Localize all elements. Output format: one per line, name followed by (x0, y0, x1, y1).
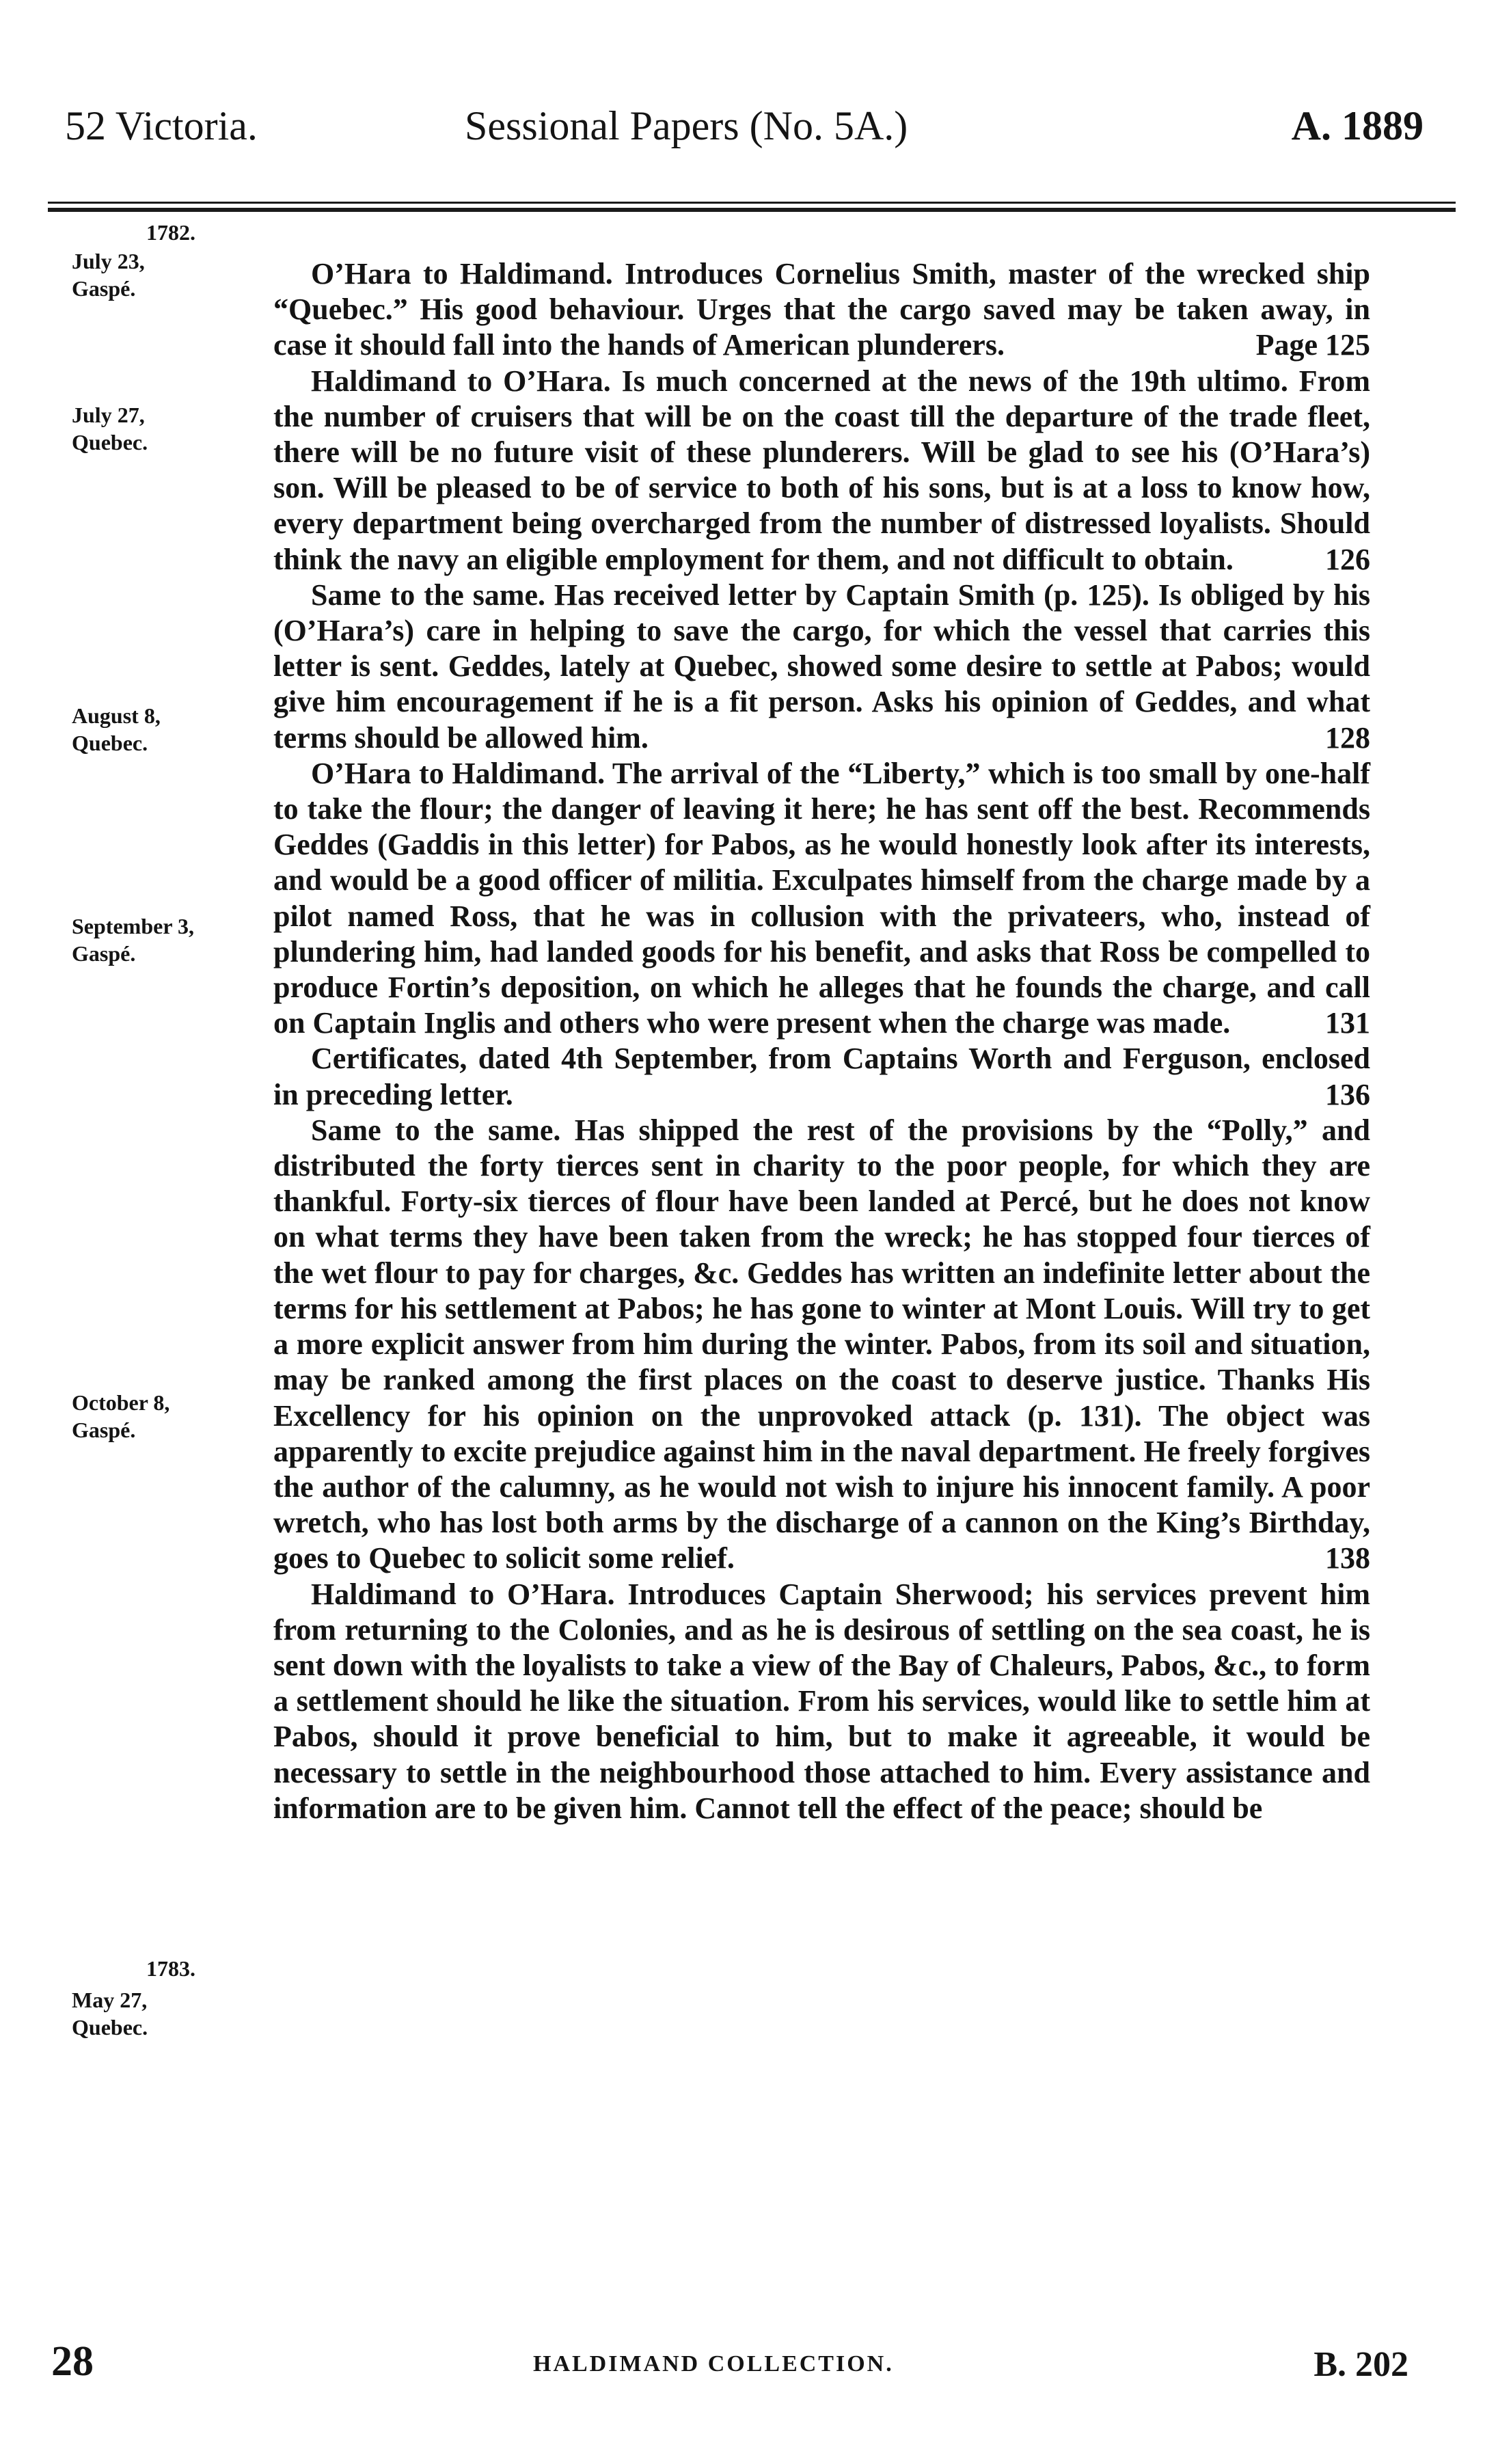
entry-same-oct8 (273, 1113, 1370, 1577)
entry-certificates (273, 1041, 1370, 1112)
header-rule-thin (48, 202, 1456, 204)
header-session: 52 Victoria. (65, 103, 258, 148)
page-reference: Page 125 (1255, 328, 1370, 362)
header-year: A. 1889 (1291, 103, 1424, 148)
footer-collection-title: HALDIMAND COLLECTION. (533, 2351, 894, 2377)
margin-date-october-8: October 8, Gaspé. (72, 1390, 170, 1442)
margin-date-september-3: September 3, Gaspé. (72, 914, 194, 966)
margin-date-july-27: July 27, Quebec. (72, 403, 148, 455)
page-reference: 126 (1325, 542, 1370, 576)
entry-text: Same to the same. Has received letter by Captain Smith (p. 125). Is obliged by his (O’Hara’s) care in helping to save the cargo, for which the vessel that carries this letter is sent. Geddes, lately at Quebec, showed some desire to settle at Pabos; would give him encouragement if he is a fit person. Asks his opinion of Geddes, and what terms should be allowed him. (273, 578, 1370, 755)
page-reference: 131 (1325, 1006, 1370, 1040)
entry-haldimand-may27 (273, 1577, 1370, 1826)
entry-text: O’Hara to Haldimand. The arrival of the “Liberty,” which is too small by one-half to take the flour; the danger of leaving it here; he has sent off the best. Recommends Geddes (Gaddis in this letter) for Pabos, as he would honestly look after its interests, and would be a good officer of militia. Exculpates himself from the charge made by a pilot named Ross, that he was in collusion with the privateers, who, instead of plundering him, had landed goods for his benefit, and asks that Ross be compelled to produce Fortin’s deposition, on which he alleges that he founds the charge, and call on Captain Inglis and others who were present when the charge was made. (273, 756, 1370, 1040)
page-footer (0, 2338, 1511, 2392)
footer-page-number: 28 (51, 2338, 94, 2385)
page-reference: 136 (1325, 1077, 1370, 1111)
calendar-entries (273, 256, 1370, 1826)
page-header (0, 103, 1511, 164)
margin-year-1783: 1783. (146, 1956, 195, 1981)
page-reference: 138 (1325, 1541, 1370, 1575)
entry-haldimand-jul27 (273, 364, 1370, 578)
entry-same-aug8 (273, 578, 1370, 756)
entry-ohara-jul23 (273, 256, 1370, 364)
margin-date-august-8: August 8, Quebec. (72, 703, 161, 755)
entry-text: Haldimand to O’Hara. Introduces Captain Sherwood; his services prevent him from returning to the Colonies, and as he is desirous of settling on the sea coast, he is sent down with the loyalists to take a view of the Bay of Chaleurs, Pabos, &c., to form a settlement should he like the situation. From his services, would like to settle him at Pabos, should it prove beneficial to him, but to make it agreeable, it would be necessary to settle in the neighbourhood those attached to him. Every assistance and information are to be given him. Cannot tell the effect of the peace; should be (273, 1577, 1370, 1825)
header-title: Sessional Papers (No. 5A.) (465, 103, 908, 148)
entry-text: O’Hara to Haldimand. Introduces Cornelius Smith, master of the wrecked ship “Quebec.” His good behaviour. Urges that the cargo saved may be taken away, in case it should fall into the hands of American plunderers. (273, 257, 1370, 362)
entry-text: Same to the same. Has shipped the rest of the provisions by the “Polly,” and distributed the forty tierces sent in charity to the poor people, for which they are thankful. Forty-six tierces of flour have been landed at Percé, but he does not know on what terms they have been taken from the wreck; he has stopped four tierces of the wet flour to pay for charges, &c. Geddes has written an indefinite letter about the terms for his settlement at Pabos; he has gone to winter at Mont Louis. Will try to get a more explicit answer from him during the winter. Pabos, from its soil and situation, may be ranked among the first places on the coast to deserve justice. Thanks His Excellency for his opinion on the unprovoked attack (p. 131). The object was apparently to excite prejudice against him in the naval department. He freely forgives the author of the calumny, as he would not wish to injure his innocent family. A poor wretch, who has lost both arms by the discharge of a cannon on the King’s Birthday, goes to Quebec to solicit some relief. (273, 1113, 1370, 1575)
entry-text: Haldimand to O’Hara. Is much concerned at the news of the 19th ultimo. From the number of cruisers that will be on the coast till the departure of the trade fleet, there will be no future visit of these plunderers. Will be glad to see his (O’Hara’s) son. Will be pleased to be of service to both of his sons, but is at a loss to know how, every department being overcharged from the number of distressed loyalists. Should think the navy an eligible employment for them, and not difficult to obtain. (273, 364, 1370, 576)
margin-date-july-23: July 23, Gaspé. (72, 249, 145, 301)
page-reference: 128 (1325, 720, 1370, 755)
margin-date-may-27: May 27, Quebec. (72, 1988, 148, 2040)
header-rule-thick (48, 208, 1456, 212)
entry-text: Certificates, dated 4th September, from Captains Worth and Ferguson, enclosed in preceding letter. (273, 1042, 1370, 1111)
entry-ohara-sep3 (273, 756, 1370, 1042)
footer-volume-ref: B. 202 (1313, 2345, 1408, 2384)
margin-year-1782: 1782. (146, 220, 195, 245)
